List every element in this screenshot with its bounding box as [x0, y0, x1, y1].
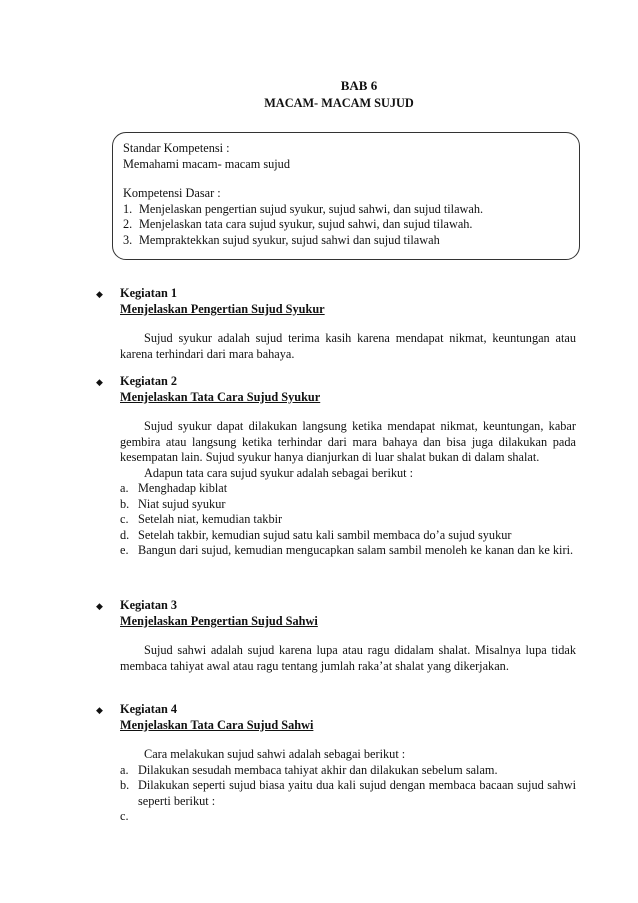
- list-item: [120, 481, 576, 497]
- competency-item-text: Mempraktekkan sujud syukur, sujud sahwi dan sujud tilawah: [139, 232, 440, 247]
- list-item-label: a.: [120, 762, 129, 777]
- list-item-text: Niat sujud syukur: [138, 496, 226, 511]
- list-item: [120, 512, 576, 528]
- standard-text: Memahami macam- macam sujud: [123, 156, 290, 171]
- section-heading: Kegiatan 1: [120, 286, 178, 300]
- list-item-label: a.: [120, 481, 129, 495]
- list-item-label: d.: [120, 527, 130, 542]
- section-heading: Kegiatan 4: [120, 702, 178, 716]
- list-item-text: Menghadap kiblat: [138, 481, 228, 495]
- competency-item-number: 3.: [123, 232, 133, 247]
- section-kegiatan-2: [96, 374, 576, 559]
- section-paragraph: Sujud sahwi adalah sujud karena lupa atau ragu didalam shalat. Misalnya lupa tidak membaca tahiyat awal atau ragu tentang jumlah raka’at shalat yang dikerjakan.: [120, 643, 576, 673]
- section-heading: Kegiatan 3: [120, 598, 178, 612]
- list-item: [120, 778, 576, 809]
- list-item-label: c.: [120, 512, 129, 526]
- diamond-bullet-icon: ◆: [96, 705, 103, 715]
- competency-item-number: 1.: [123, 201, 133, 216]
- list-item-text: Bangun dari sujud, kemudian mengucapkan salam sambil menoleh ke kanan dan ke kiri.: [138, 543, 574, 557]
- list-item-text: Setelah niat, kemudian takbir: [138, 512, 283, 526]
- list-item-text: [138, 809, 576, 825]
- section-heading: Kegiatan 2: [120, 374, 178, 388]
- section-subheading: Menjelaskan Tata Cara Sujud Sahwi: [120, 717, 314, 732]
- list-item-label: b.: [120, 496, 130, 511]
- list-item-text: Dilakukan seperti sujud biasa yaitu dua kali sujud dengan membaca bacaan sujud sahwi seperti berikut :: [138, 778, 576, 808]
- diamond-bullet-icon: ◆: [96, 377, 103, 387]
- diamond-bullet-icon: ◆: [96, 601, 103, 611]
- list-item-label: b.: [120, 778, 130, 792]
- section-subheading: Menjelaskan Pengertian Sujud Sahwi: [120, 613, 318, 628]
- diamond-bullet-icon: ◆: [96, 289, 103, 299]
- section-paragraph: Cara melakukan sujud sahwi adalah sebagai berikut :: [144, 747, 406, 761]
- section-subheading: Menjelaskan Tata Cara Sujud Syukur: [120, 389, 321, 404]
- list-item: [120, 497, 576, 513]
- competency-item: [123, 202, 569, 218]
- competency-item: [123, 233, 569, 249]
- section-subheading: Menjelaskan Pengertian Sujud Syukur: [120, 301, 325, 316]
- list-item: [120, 528, 576, 544]
- section-kegiatan-3: [96, 598, 576, 674]
- list-item-text: Dilakukan sesudah membaca tahiyat akhir dan dilakukan sebelum salam.: [138, 762, 498, 777]
- standard-label: Standar Kompetensi :: [123, 141, 230, 155]
- competency-item-text: Menjelaskan tata cara sujud syukur, sujud sahwi, dan sujud tilawah.: [139, 217, 473, 231]
- section-paragraph: Sujud syukur adalah sujud terima kasih karena mendapat nikmat, keuntungan atau karena terhindari dari mara bahaya.: [120, 331, 576, 361]
- competency-item-number: 2.: [123, 217, 133, 231]
- section-kegiatan-1: [96, 286, 576, 362]
- list-item-text: Setelah takbir, kemudian sujud satu kali sambil membaca do’a sujud syukur: [138, 527, 512, 542]
- section-paragraph: Adapun tata cara sujud syukur adalah sebagai berikut :: [144, 465, 414, 480]
- section-paragraph: Sujud syukur dapat dilakukan langsung ketika mendapat nikmat, keuntungan, kabar gembira atau langsung ketika terhindar dari mara bahaya dan bisa juga dilakukan pada kesempatan lain. Sujud syukur hanya dianjurkan di luar shalat bukan di dalam shalat.: [120, 419, 576, 464]
- list-item-label: e.: [120, 543, 129, 557]
- list-item: [120, 809, 576, 825]
- list-item-label: c.: [120, 809, 129, 823]
- competency-item-text: Menjelaskan pengertian sujud syukur, sujud sahwi, dan sujud tilawah.: [139, 201, 484, 216]
- competency-item: [123, 217, 569, 233]
- basic-label: Kompetensi Dasar :: [123, 186, 221, 200]
- chapter-title: BAB 6: [340, 78, 378, 93]
- chapter-subtitle: MACAM- MACAM SUJUD: [264, 96, 414, 110]
- competency-box: [112, 132, 580, 260]
- list-item: [120, 763, 576, 779]
- section-kegiatan-4: [96, 702, 576, 825]
- list-item: [120, 543, 576, 559]
